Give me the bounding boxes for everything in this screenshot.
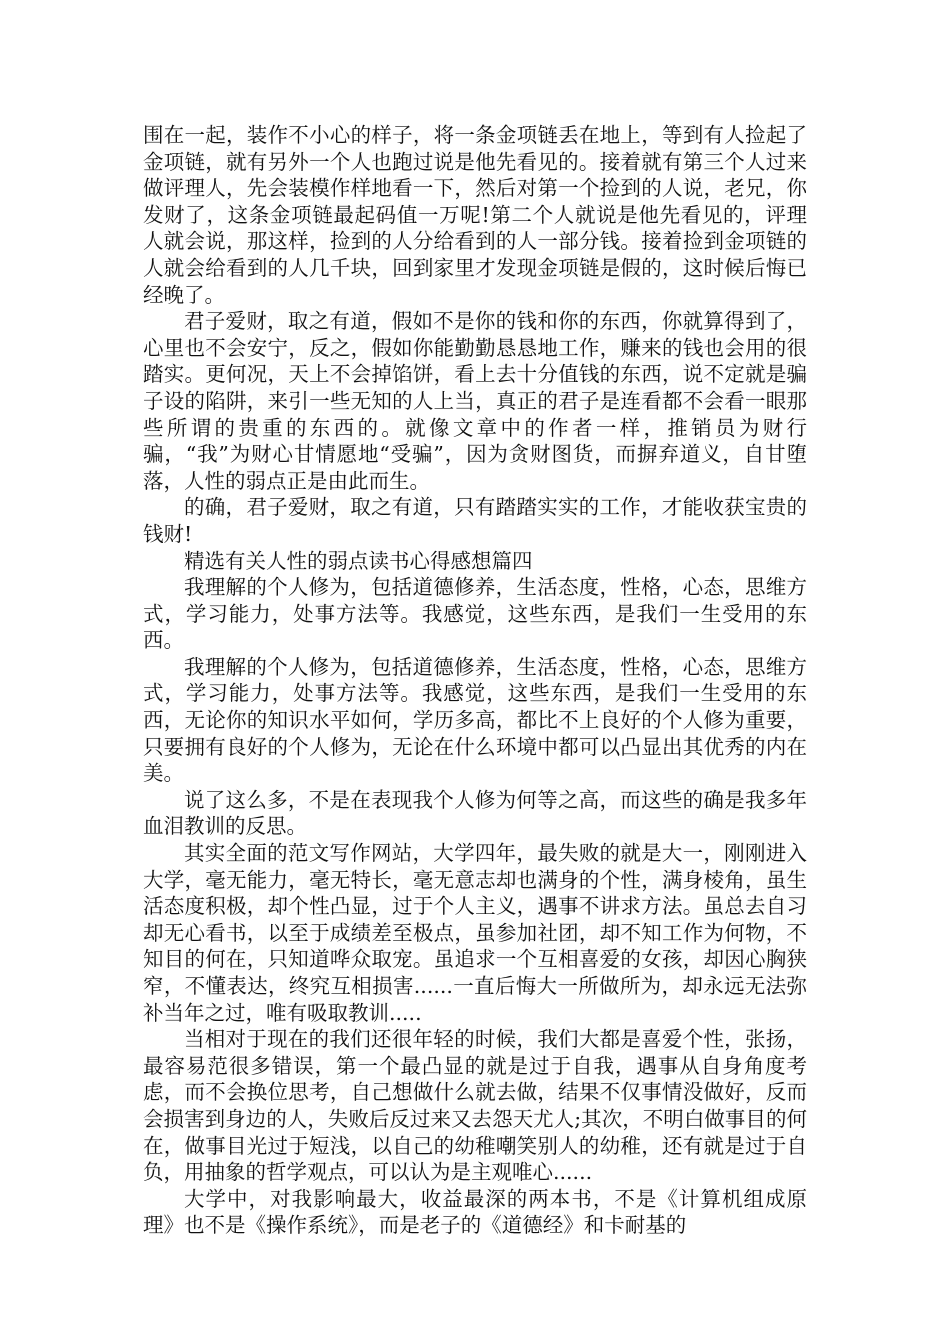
document-body xyxy=(143,122,807,1239)
section-heading: 精选有关人性的弱点读书心得感想篇四 xyxy=(184,548,533,573)
paragraph-6: 说了这么多，不是在表现我个人修为何等之高，而这些的确是我多年血泪教训的反思。 xyxy=(143,787,807,839)
paragraph-4: 我理解的个人修为，包括道德修养，生活态度，性格，心态，思维方式，学习能力，处事方法等。我感觉，这些东西，是我们一生受用的东西。 xyxy=(143,575,807,653)
paragraph-1: 围在一起，装作不小心的样子，将一条金项链丢在地上，等到有人捡起了金项链，就有另外一个人也跑过说是他先看见的。接着就有第三个人过来做评理人，先会装模作样地看一下，然后对第一个捡到的人说，老兄，你发财了，这条金项链最起码值一万呢!第二个人就说是他先看见的，评理人就会说，那这样，捡到的人分给看到的人一部分钱。接着捡到金项链的人就会给看到的人几千块，回到家里才发现金项链是假的，这时候后悔已经晚了。 xyxy=(143,123,807,307)
paragraph-2: 君子爱财，取之有道，假如不是你的钱和你的东西，你就算得到了，心里也不会安宁，反之，假如你能勤勤恳恳地工作，赚来的钱也会用的很踏实。更何况，天上不会掉馅饼，看上去十分值钱的东西，说不定就是骗子设的陷阱，来引一些无知的人上当，真正的君子是连看都不会看一眼那些所谓的贵重的东西的。就像文章中的作者一样，推销员为财行骗，“我”为财心甘情愿地“受骗”，因为贪财图货，而摒弃道义，自甘堕落，人性的弱点正是由此而生。 xyxy=(143,309,807,493)
paragraph-5: 我理解的个人修为，包括道德修养，生活态度，性格，心态，思维方式，学习能力，处事方法等。我感觉，这些东西，是我们一生受用的东西，无论你的知识水平如何，学历多高，都比不上良好的个人修为重要，只要拥有良好的个人修为，无论在什么环境中都可以凸显出其优秀的内在美。 xyxy=(143,654,807,786)
paragraph-8: 当相对于现在的我们还很年轻的时候，我们大都是喜爱个性，张扬，最容易范很多错误，第一个最凸显的就是过于自我，遇事从自身角度考虑，而不会换位思考，自己想做什么就去做，结果不仅事情没做好，反而会损害到身边的人，失败后反过来又去怨天尤人;其次，不明白做事目的何在，做事目光过于短浅，以自己的幼稚嘲笑别人的幼稚，还有就是过于自负，用抽象的哲学观点，可以认为是主观唯心...... xyxy=(143,1027,807,1185)
paragraph-9: 大学中，对我影响最大，收益最深的两本书，不是《计算机组成原理》也不是《操作系统》，而是老子的《道德经》和卡耐基的 xyxy=(143,1186,807,1238)
paragraph-3: 的确，君子爱财，取之有道，只有踏踏实实的工作，才能收获宝贵的钱财! xyxy=(143,495,807,546)
paragraph-7: 其实全面的范文写作网站，大学四年，最失败的就是大一，刚刚进入大学，毫无能力，毫无特长，毫无意志却也满身的个性，满身棱角，虽生活态度积极，却个性凸显，过于个人主义，遇事不讲求方法。虽总去自习却无心看书，以至于成绩差至极点，虽参加社团，却不知工作为何物，不知目的何在，只知道哗众取宠。虽追求一个互相喜爱的女孩，却因心胸狭窄，不懂表达，终究互相损害......一直后悔大一所做所为，却永远无法弥补当年之过，唯有吸取教训..... xyxy=(143,841,807,1025)
